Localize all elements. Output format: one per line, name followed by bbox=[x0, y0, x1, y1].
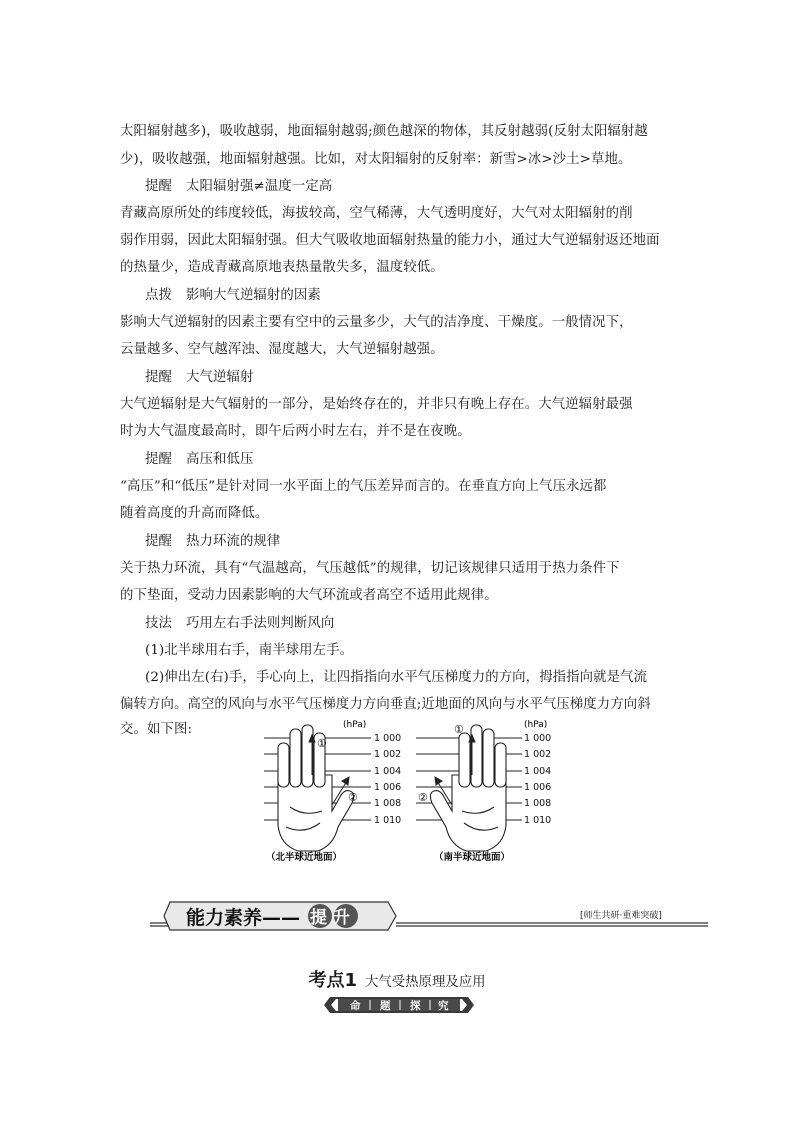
marker-2: ② bbox=[348, 791, 358, 804]
paragraph-line: 影响大气逆辐射的因素主要有空中的云量多少，大气的洁净度、干燥度。一般情况下， bbox=[120, 315, 633, 330]
tip-heading bbox=[145, 286, 321, 306]
paragraph-line: (2)伸出左(右)手，手心向上，让四指指向水平气压梯度力的方向，拇指指向就是气流 bbox=[145, 670, 648, 685]
isobar-label: 1 010 bbox=[524, 815, 552, 826]
tip-heading bbox=[145, 450, 253, 470]
paragraph-line: 时为大气温度最高时，即午后两小时左右，并不是在夜晚。 bbox=[120, 424, 471, 439]
banner-tag: [师生共研·重难突破] bbox=[580, 911, 662, 921]
southern-caption: （南半球近地面） bbox=[434, 852, 511, 863]
tip-label: 提醒 bbox=[145, 370, 172, 385]
tip-heading bbox=[145, 177, 332, 197]
hand-rule-diagram bbox=[256, 715, 556, 865]
isobar-label: 1 006 bbox=[524, 782, 552, 793]
banner-title: 能力素养—— bbox=[186, 907, 301, 929]
northern-caption: （北半球近地面） bbox=[266, 852, 343, 863]
kaodian-label: 考点1 bbox=[308, 970, 357, 991]
paragraph-line: 随着高度的升高而降低。 bbox=[120, 506, 269, 521]
mingti-char: 探 bbox=[410, 1000, 421, 1012]
southern-hemisphere-panel bbox=[416, 720, 551, 863]
tip-heading bbox=[145, 614, 334, 634]
isobar-label: 1 002 bbox=[374, 749, 402, 760]
paragraph-line: 弱作用弱，因此太阳辐射强。但大气吸收地面辐射热量的能力小，通过大气逆辐射返还地面 bbox=[120, 233, 660, 248]
isobar-label: 1 002 bbox=[524, 749, 552, 760]
paragraph-line: 青藏高原所处的纬度较低，海拔较高，空气稀薄，大气透明度好，大气对太阳辐射的削 bbox=[120, 206, 633, 221]
northern-hemisphere-panel bbox=[264, 720, 401, 863]
tip-title: 高压和低压 bbox=[185, 452, 254, 467]
tip-label: 提醒 bbox=[145, 452, 172, 467]
banner-badge: 提升 bbox=[310, 908, 356, 928]
tip-label: 提醒 bbox=[145, 534, 172, 549]
tip-label: 技法 bbox=[145, 616, 172, 631]
isobar-label: 1 004 bbox=[374, 766, 402, 777]
paragraph-line: “高压”和“低压”是针对同一水平面上的气压差异而言的。在垂直方向上气压永远都 bbox=[120, 479, 607, 494]
tip-label: 点拨 bbox=[145, 288, 172, 303]
paragraph-line: 交。如下图: bbox=[120, 722, 193, 737]
isobar-label: 1 008 bbox=[524, 798, 552, 809]
isobar-label: 1 006 bbox=[374, 782, 402, 793]
paragraph-line: 大气逆辐射是大气辐射的一部分，是始终存在的，并非只有晚上存在。大气逆辐射最强 bbox=[120, 397, 633, 412]
tip-title: 热力环流的规律 bbox=[185, 534, 281, 549]
tip-title: 影响大气逆辐射的因素 bbox=[185, 288, 321, 303]
tip-title: 巧用左右手法则判断风向 bbox=[185, 616, 335, 631]
marker-1: ① bbox=[317, 737, 327, 750]
kaodian-subtitle: 大气受热原理及应用 bbox=[365, 975, 486, 990]
paragraph-line: 少)，吸收越强，地面辐射越强。比如，对太阳辐射的反射率：新雪>冰>沙土>草地。 bbox=[120, 152, 632, 167]
mingti-char: 题 bbox=[380, 1000, 391, 1012]
paragraph-line: 太阳辐射越多)，吸收越弱，地面辐射越弱;颜色越深的物体，其反射越弱(反射太阳辐射越 bbox=[120, 124, 648, 139]
unit-label: (hPa) bbox=[524, 720, 548, 730]
marker-1: ① bbox=[454, 723, 464, 736]
isobar-label: 1 000 bbox=[524, 733, 552, 744]
tip-heading bbox=[145, 532, 280, 552]
tip-title: 大气逆辐射 bbox=[185, 370, 254, 385]
tip-label: 提醒 bbox=[145, 179, 172, 194]
paragraph-line: 云量越多、空气越浑浊、湿度越大，大气逆辐射越强。 bbox=[120, 342, 444, 357]
marker-2: ② bbox=[418, 791, 428, 804]
tip-title: 太阳辐射强≠温度一定高 bbox=[185, 179, 333, 194]
unit-label: (hPa) bbox=[343, 720, 367, 730]
section-title bbox=[0, 966, 794, 992]
section-banner bbox=[150, 898, 708, 934]
mingti-char: 究 bbox=[438, 1000, 449, 1012]
isobar-label: 1 008 bbox=[374, 798, 402, 809]
mingti-tag bbox=[324, 996, 474, 1014]
tip-heading bbox=[145, 368, 253, 388]
isobar-label: 1 004 bbox=[524, 766, 552, 777]
paragraph-line: 的热量少，造成青藏高原地表热量散失多，温度较低。 bbox=[120, 260, 444, 275]
isobar-label: 1 010 bbox=[374, 815, 402, 826]
paragraph-line: (1)北半球用右手，南半球用左手。 bbox=[145, 643, 354, 658]
paragraph-line: 的下垫面，受动力因素影响的大气环流或者高空不适用此规律。 bbox=[120, 588, 498, 603]
paragraph-line: 偏转方向。高空的风向与水平气压梯度力方向垂直;近地面的风向与水平气压梯度力方向斜 bbox=[120, 697, 651, 712]
mingti-char: 命 bbox=[350, 1000, 361, 1012]
paragraph-line: 关于热力环流，具有“气温越高，气压越低”的规律，切记该规律只适用于热力条件下 bbox=[120, 561, 620, 576]
isobar-label: 1 000 bbox=[374, 733, 402, 744]
